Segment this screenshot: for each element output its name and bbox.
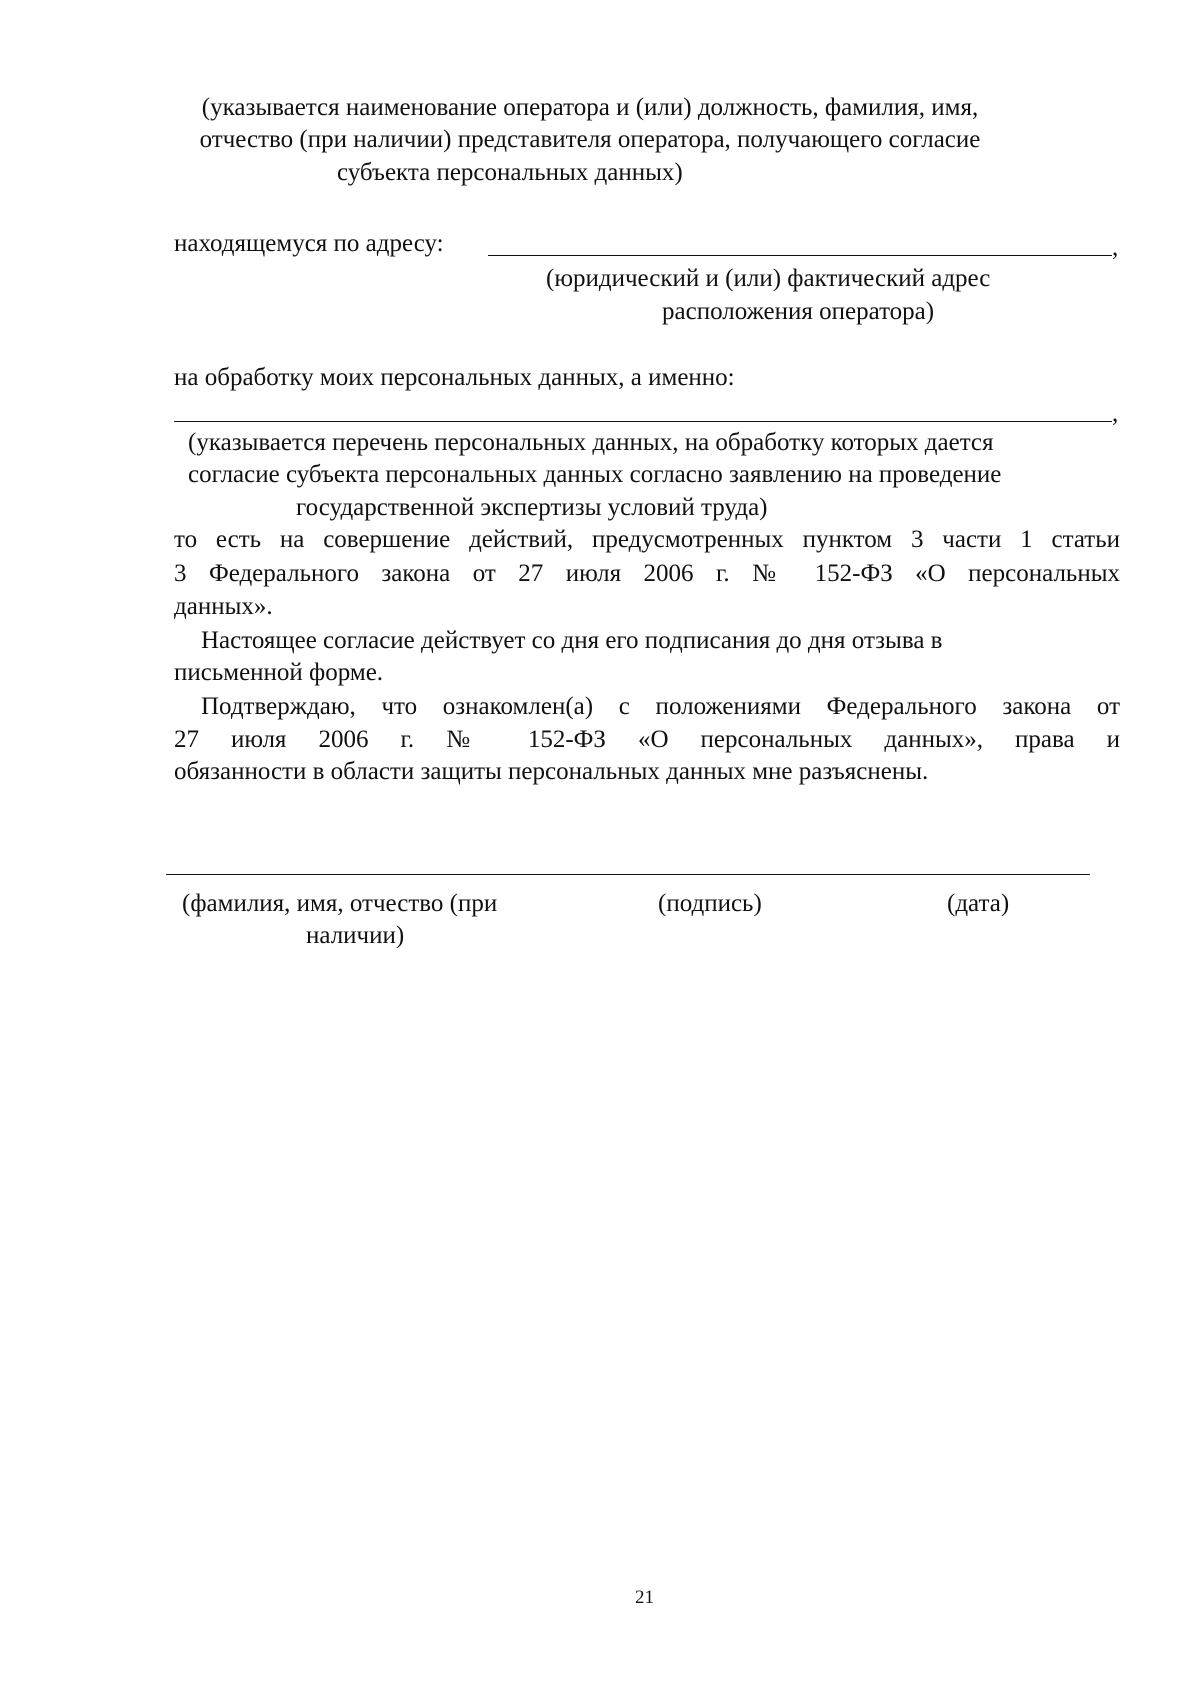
name-label-line-1: (фамилия, имя, отчество (при bbox=[182, 890, 498, 917]
actions-line-2: 3 Федерального закона от 27 июля 2006 г. № 152-ФЗ «О персональных bbox=[174, 560, 1120, 587]
processing-blank-line bbox=[174, 421, 1112, 422]
processing-label: на обработку моих персональных данных, а именно: bbox=[174, 364, 735, 391]
page-number: 21 bbox=[635, 1587, 654, 1608]
processing-hint-line-2: согласие субъекта персональных данных согласно заявлению на проведение bbox=[188, 461, 1002, 488]
actions-line-1: то есть на совершение действий, предусмотренных пунктом 3 части 1 статьи bbox=[174, 526, 1120, 553]
signature-label: (подпись) bbox=[658, 890, 762, 917]
actions-line-3: данных». bbox=[174, 593, 273, 620]
confirm-line-3: обязанности в области защиты персональных данных мне разъяснены. bbox=[174, 758, 929, 785]
signature-line bbox=[166, 874, 1090, 875]
confirm-line-2: 27 июля 2006 г. № 152-ФЗ «О персональных данных», права и bbox=[174, 726, 1120, 753]
validity-line-1: Настоящее согласие действует со дня его подписания до дня отзыва в bbox=[201, 627, 943, 654]
processing-hint-line-3: государственной экспертизы условий труда) bbox=[296, 494, 768, 521]
address-comma: , bbox=[1112, 234, 1119, 261]
address-hint-line-2: расположения оператора) bbox=[662, 298, 935, 325]
address-label: находящемуся по адресу: bbox=[174, 230, 444, 257]
processing-hint-line-1: (указывается перечень персональных данных, на обработку которых дается bbox=[188, 429, 994, 456]
validity-line-2: письменной форме. bbox=[174, 659, 384, 686]
address-blank-line bbox=[488, 255, 1112, 256]
name-label-line-2: наличии) bbox=[306, 922, 405, 949]
operator-hint-line-1: (указывается наименование оператора и (или) должность, фамилия, имя, bbox=[201, 94, 979, 121]
date-label: (дата) bbox=[947, 890, 1010, 917]
processing-comma: , bbox=[1112, 400, 1119, 427]
confirm-line-1: Подтверждаю, что ознакомлен(а) с положениями Федерального закона от bbox=[201, 693, 1120, 720]
operator-hint-line-3: субъекта персональных данных) bbox=[337, 159, 683, 186]
operator-hint-line-2: отчество (при наличии) представителя оператора, получающего согласие bbox=[199, 126, 981, 153]
address-hint-line-1: (юридический и (или) фактический адрес bbox=[546, 265, 991, 292]
